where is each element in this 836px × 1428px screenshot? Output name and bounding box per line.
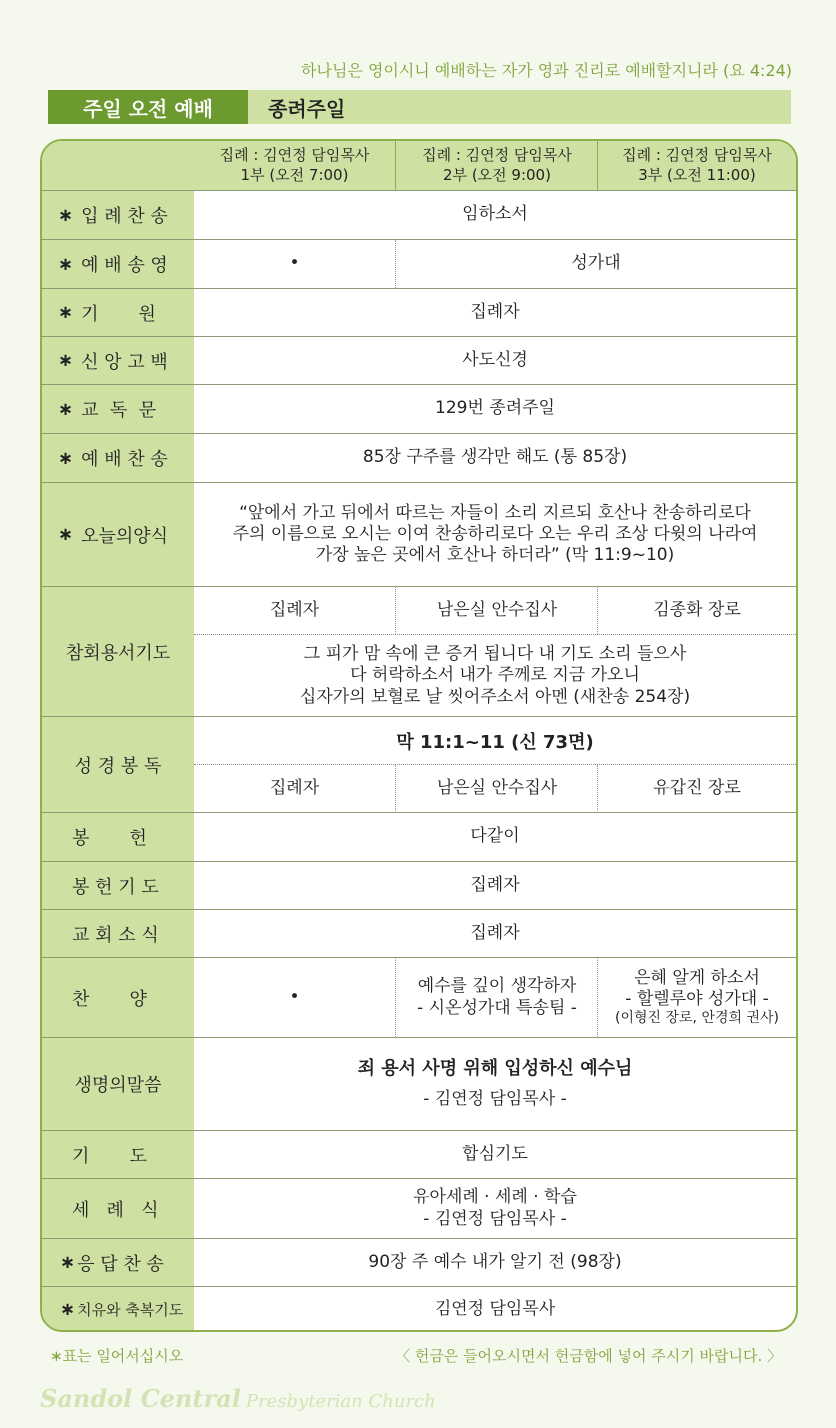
leader-2: 남은실 안수집사	[395, 587, 598, 634]
row-label: ∗ 오늘의양식	[58, 524, 169, 547]
row-label: 성 경 봉 독	[74, 755, 162, 777]
row-confession-prayer	[42, 587, 796, 717]
reader-1: 집례자	[269, 778, 320, 799]
confession-hymn-text: 그 피가 맘 속에 큰 증거 됩니다 내 기도 소리 들으사 다 허락하소서 내가 주께로 지금 가오니 십자가의 보혈로 날 씻어주소서 아멘 (새찬송 254장)	[299, 644, 691, 707]
row-value: 129번 종려주일	[435, 398, 555, 419]
scripture-passage: 막 11:1~11 (신 73면)	[194, 717, 796, 765]
row-value: 90장 주 예수 내가 알기 전 (98장)	[368, 1251, 622, 1272]
standing-note: ∗표는 일어서십시오	[50, 1347, 184, 1365]
row-label: 세 례 식	[72, 1199, 159, 1221]
sermon-title: 죄 용서 사명 위해 입성하신 예수님	[357, 1058, 633, 1080]
scripture-readers	[194, 765, 796, 813]
row-label: ∗ 응 답 찬 송	[60, 1252, 164, 1275]
row-creed	[42, 337, 796, 385]
row-response-hymn	[42, 1239, 796, 1287]
row-responsive-reading	[42, 385, 796, 434]
row-value: 유아세례 · 세례 · 학습 - 김연정 담임목사 -	[413, 1187, 577, 1229]
service-header	[48, 90, 791, 124]
praise-service-3: 은혜 알게 하소서 - 할렐루야 성가대 - (이형진 장로, 안경희 권사)	[597, 958, 796, 1037]
row-label: 기 도	[72, 1145, 147, 1167]
row-label: 봉 헌	[72, 828, 147, 849]
row-entrance-hymn	[42, 191, 796, 240]
row-label: ∗ 신 앙 고 백	[58, 350, 168, 373]
order-of-worship-table	[40, 139, 798, 1332]
row-value: “앞에서 가고 뒤에서 따르는 자들이 소리 지르되 호산나 찬송하리로다 주의 이름으로 오시는 이여 찬송하리로다 오는 우리 조상 다윗의 나라여 가장 높은 곳에서 호산나 하더라” (막 11:9~10)	[232, 502, 758, 566]
church-logo-text: Sandol Central Presbyterian Church	[40, 1384, 436, 1413]
row-worship-hymn	[42, 434, 796, 483]
row-church-news	[42, 910, 796, 958]
row-value: 집례자	[470, 301, 520, 322]
bullet: •	[289, 986, 300, 1007]
service-title: 주일 오전 예배	[48, 90, 248, 124]
row-value: 성가대	[395, 240, 796, 288]
offering-note: 〈 헌금은 들어오시면서 헌금함에 넣어 주시기 바랍니다. 〉	[395, 1347, 782, 1365]
row-label: 참회용서기도	[65, 642, 171, 664]
row-label: 봉 헌 기 도	[72, 876, 159, 898]
row-baptism	[42, 1179, 796, 1239]
row-value: 집례자	[470, 874, 520, 895]
bullet: •	[289, 253, 300, 274]
row-label: 교 회 소 식	[72, 924, 159, 946]
sermon-content	[194, 1038, 796, 1130]
row-value: 임하소서	[462, 204, 528, 225]
row-offering	[42, 813, 796, 862]
service-theme: 종려주일	[268, 96, 346, 121]
scripture-verse: 하나님은 영이시니 예배하는 자가 영과 진리로 예배할지니라 (요 4:24)	[301, 61, 792, 80]
row-praise	[42, 958, 796, 1038]
leader-3: 김종화 장로	[597, 587, 796, 634]
reader-3: 유갑진 장로	[597, 765, 796, 813]
row-label: ∗ 예 배 찬 송	[58, 447, 168, 470]
row-label: ∗ 치유와 축복기도	[60, 1299, 184, 1320]
row-label: ∗ 교 독 문	[58, 398, 157, 421]
row-prayer	[42, 1131, 796, 1179]
row-benediction	[42, 1287, 796, 1332]
row-value: 집례자	[470, 922, 520, 943]
row-label: ∗ 입 례 찬 송	[58, 204, 168, 227]
row-sermon	[42, 1038, 796, 1131]
reader-2: 남은실 안수집사	[395, 765, 598, 813]
row-scripture-reading	[42, 717, 796, 813]
service-3-header: 집례 : 김연정 담임목사 3부 (오전 11:00)	[597, 141, 796, 190]
service-2-header: 집례 : 김연정 담임목사 2부 (오전 9:00)	[395, 141, 598, 190]
service-1-header: 집례 : 김연정 담임목사 1부 (오전 7:00)	[219, 146, 370, 184]
row-label: 찬 양	[72, 988, 147, 1010]
row-offering-prayer	[42, 862, 796, 910]
praise-service-2: 예수를 깊이 생각하자 - 시온성가대 특송팀 -	[395, 958, 598, 1037]
row-value: 다같이	[470, 826, 520, 847]
row-value: 사도신경	[462, 349, 528, 370]
row-anthem	[42, 240, 796, 289]
row-label: ∗ 예 배 송 영	[58, 253, 168, 276]
leader-1: 집례자	[269, 599, 320, 620]
row-daily-bread	[42, 483, 796, 587]
row-label: ∗ 기 원	[58, 302, 156, 325]
row-value: 85장 구주를 생각만 해도 (통 85장)	[362, 447, 628, 468]
row-value: 김연정 담임목사	[434, 1298, 556, 1319]
row-invocation	[42, 289, 796, 337]
confession-leaders	[194, 587, 796, 635]
row-label: 생명의말씀	[74, 1075, 162, 1096]
row-value: 합심기도	[462, 1143, 528, 1164]
service-times-row	[42, 141, 796, 191]
sermon-preacher: - 김연정 담임목사 -	[423, 1088, 567, 1109]
